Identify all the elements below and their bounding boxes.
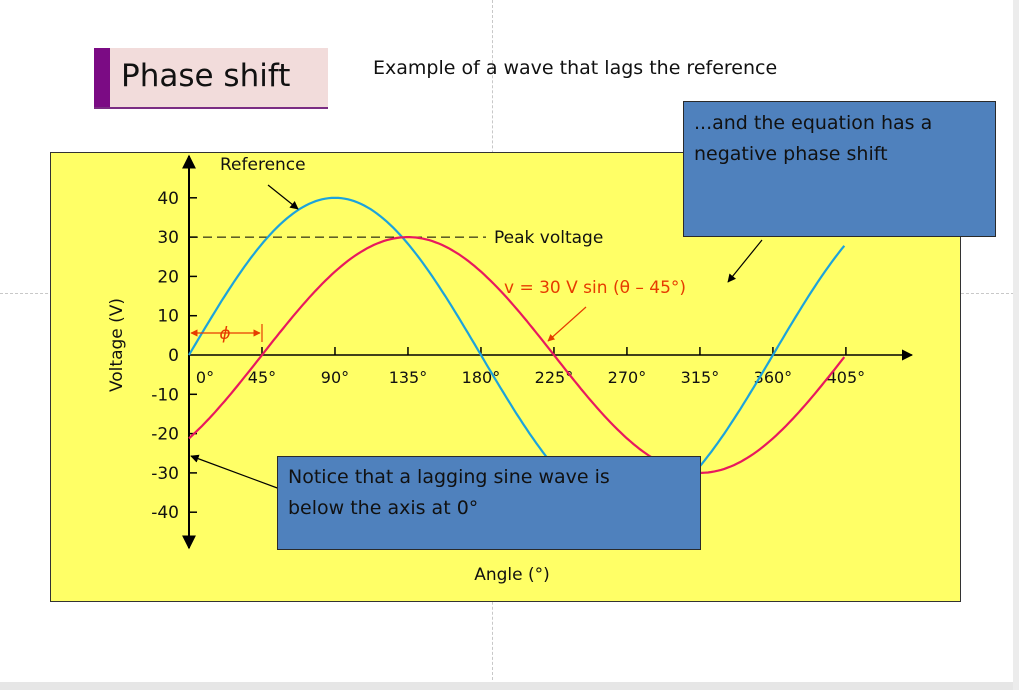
- x-tick-label: 45°: [247, 368, 277, 387]
- y-axis-title: Voltage (V): [107, 297, 127, 393]
- x-tick-label: 225°: [534, 368, 574, 387]
- x-tick-label: 180°: [461, 368, 501, 387]
- x-axis-title: Angle (°): [474, 565, 550, 585]
- reference-pointer: [268, 185, 298, 209]
- x-tick-label: 405°: [826, 368, 866, 387]
- x-tick-label: 270°: [607, 368, 647, 387]
- callout-bottom-line-1: Notice that a lagging sine wave is: [288, 466, 610, 488]
- callout-bottom-line-2: below the axis at 0°: [288, 497, 479, 519]
- equation-pointer: [548, 307, 586, 341]
- y-tick-label: 40: [157, 188, 179, 209]
- slide-right-scrollbar[interactable]: [1013, 0, 1019, 690]
- y-tick-label: 10: [157, 306, 179, 327]
- callout-negative-phase[interactable]: [683, 101, 996, 237]
- x-tick-label: 90°: [320, 368, 350, 387]
- callout-lagging-note[interactable]: [277, 456, 701, 550]
- y-tick-label: -10: [151, 385, 179, 406]
- slide-bottom-bar: [0, 682, 1019, 690]
- x-tick-label: 0°: [195, 368, 215, 387]
- phi-label: ϕ: [219, 324, 231, 344]
- x-tick-label: 315°: [680, 368, 720, 387]
- callout-top-line-1: ...and the equation has a: [694, 112, 933, 134]
- slide-subtitle[interactable]: Example of a wave that lags the reference: [373, 57, 778, 79]
- x-tick-label: 135°: [388, 368, 428, 387]
- y-tick-label: -20: [151, 424, 179, 445]
- y-tick-label: -30: [151, 463, 179, 484]
- equation-label: v = 30 V sin (θ – 45°): [504, 278, 687, 298]
- callout-top-line-2: negative phase shift: [694, 143, 888, 165]
- y-tick-label: 20: [157, 267, 179, 288]
- y-tick-label: 30: [157, 228, 179, 249]
- peak-voltage-label: Peak voltage: [494, 228, 604, 248]
- slide-title: Phase shift: [121, 58, 291, 94]
- y-tick-label: -40: [151, 503, 179, 524]
- callout-bottom-pointer: [191, 456, 280, 489]
- callout-top-pointer: [728, 240, 762, 282]
- x-tick-label: 360°: [753, 368, 793, 387]
- reference-label: Reference: [220, 155, 306, 175]
- y-tick-label: 0: [168, 346, 179, 366]
